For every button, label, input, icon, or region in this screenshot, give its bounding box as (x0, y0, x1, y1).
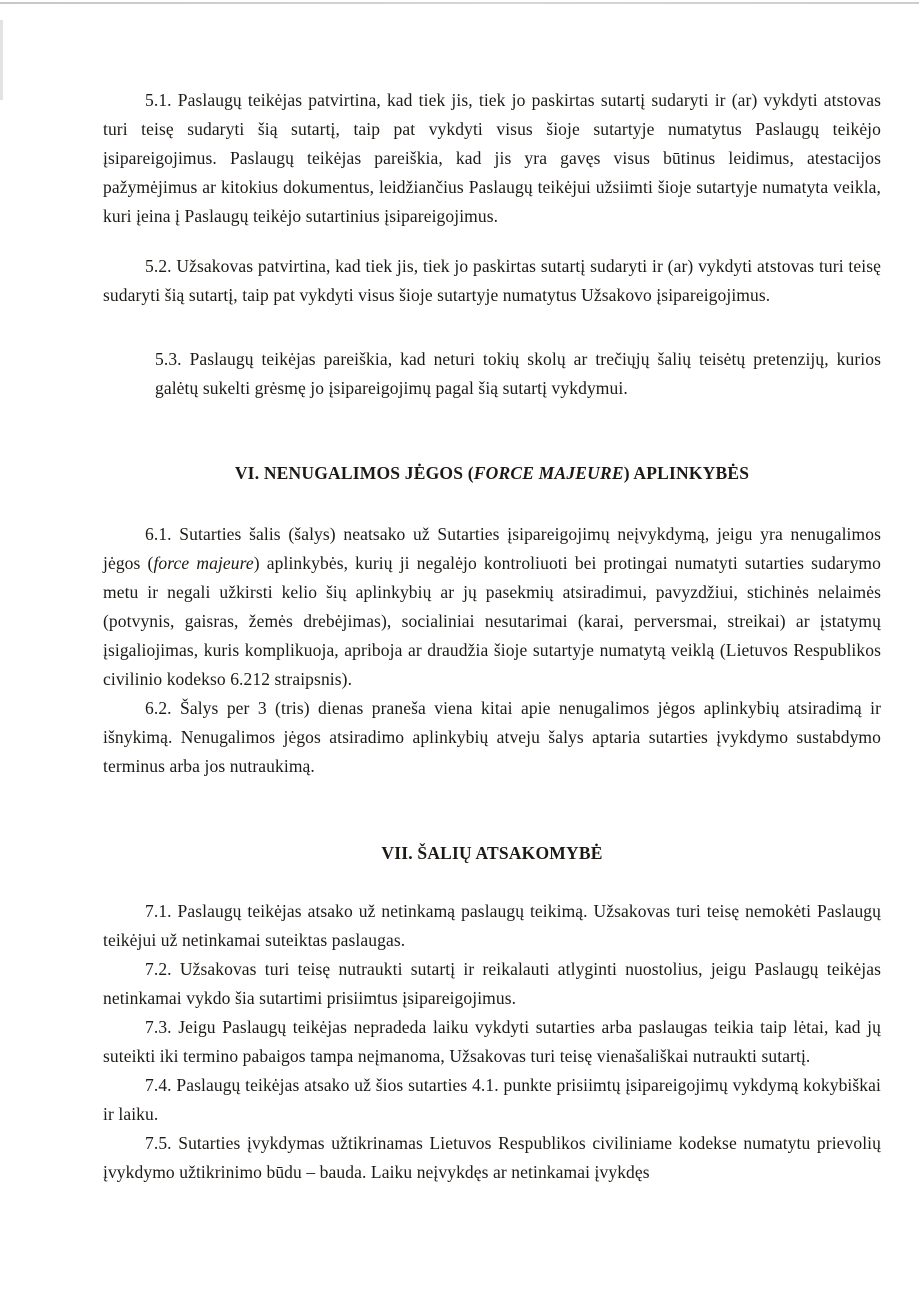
paragraph-6-1-italic: force majeure (153, 553, 254, 573)
heading-vi-italic: FORCE MAJEURE (473, 463, 624, 483)
paragraph-7-3: 7.3. Jeigu Paslaugų teikėjas nepradeda laiku vykdyti sutarties arba paslaugas teikia taip lėtai, kad jų suteikti iki termino pabaigos tampa neįmanoma, Užsakovas turi teisę vienašališkai nutraukti sutartį. (103, 1017, 881, 1066)
section-heading-liability: VII. ŠALIŲ ATSAKOMYBĖ (381, 843, 603, 863)
scan-edge-artifact (0, 2, 919, 4)
heading-vi-pre: VI. NENUGALIMOS JĖGOS ( (234, 463, 474, 483)
paragraph-5-2: 5.2. Užsakovas patvirtina, kad tiek jis, tiek jo paskirtas sutartį sudaryti ir (ar) vykdyti atstovas turi teisę sudaryti šią sutartį, taip pat vykdyti visus šioje sutartyje numatytus Užsakovo įsipareigojimus. (103, 256, 881, 305)
paragraph-7-5: 7.5. Sutarties įvykdymas užtikrinamas Lietuvos Respublikos civiliniame kodekse numatytu prievolių įvykdymo užtikrinimo būdu – bauda. Laiku neįvykdęs ar netinkamai įvykdęs (103, 1133, 881, 1182)
contract-text-block (103, 86, 881, 1187)
paragraph-6-1 (103, 520, 881, 694)
heading-vi-post: ) APLINKYBĖS (623, 463, 750, 483)
paragraph-6-1-pre: 6.1. Sutarties šalis (šalys) neatsako už Sutarties įsipareigojimų neįvykdymą, jeigu yra nenugalimos jėgos ( (103, 524, 881, 573)
section-heading-force-majeure (103, 459, 881, 488)
paragraph-7-2: 7.2. Užsakovas turi teisę nutraukti sutartį ir reikalauti atlyginti nuostolius, jeigu Paslaugų teikėjas netinkamai vykdo šia sutartimi prisiimtus įsipareigojimus. (103, 959, 881, 1008)
paragraph-5-1: 5.1. Paslaugų teikėjas patvirtina, kad tiek jis, tiek jo paskirtas sutartį sudaryti ir (ar) vykdyti atstovas turi teisę sudaryti šią sutartį, taip pat vykdyti visus šioje sutartyje numatytus Paslaugų teikėjo įsipareigojimus. Paslaugų teikėjas pareiškia, kad jis yra gavęs visus būtinus leidimus, atestacijos pažymėjimus ar kitokius dokumentus, leidžiančius Paslaugų teikėjui užsiimti šioje sutartyje numatyta veikla, kuri įeina į Paslaugų teikėjo sutartinius įsipareigojimus. (103, 90, 881, 226)
paragraph-6-2: 6.2. Šalys per 3 (tris) dienas praneša viena kitai apie nenugalimos jėgos aplinkybių atsiradimą ir išnykimą. Nenugalimos jėgos atsiradimo aplinkybių atveju šalys aptaria sutarties įvykdymo sustabdymo terminus arba jos nutraukimą. (103, 698, 881, 776)
paragraph-5-3: 5.3. Paslaugų teikėjas pareiškia, kad neturi tokių skolų ar trečiųjų šalių teisėtų pretenzijų, kurios galėtų sukelti grėsmę jo įsipareigojimų pagal šią sutartį vykdymui. (155, 349, 881, 398)
paragraph-7-4: 7.4. Paslaugų teikėjas atsako už šios sutarties 4.1. punkte prisiimtų įsipareigojimų vykdymą kokybiškai ir laiku. (103, 1075, 881, 1124)
paragraph-6-1-post: ) aplinkybės, kurių ji negalėjo kontroliuoti bei protingai numatyti sutarties sudarymo metu ir negali užkirsti kelio šių aplinkybių ar jų pasekmių atsiradimui, pavyzdžiui, stichinės nelaimės (potvynis, gaisras, žemės drebėjimas), socialiniai nesutarimai (karai, perversmai, streikai) ar įstatymų įsigaliojimas, kuris komplikuoja, apriboja ar draudžia šioje sutartyje numatytą veiklą (Lietuvos Respublikos civilinio kodekso 6.212 straipsnis). (103, 553, 881, 689)
scan-left-artifact (0, 20, 3, 100)
paragraph-7-1: 7.1. Paslaugų teikėjas atsako už netinkamą paslaugų teikimą. Užsakovas turi teisę nemokėti Paslaugų teikėjui už netinkamai suteiktas paslaugas. (103, 901, 881, 950)
